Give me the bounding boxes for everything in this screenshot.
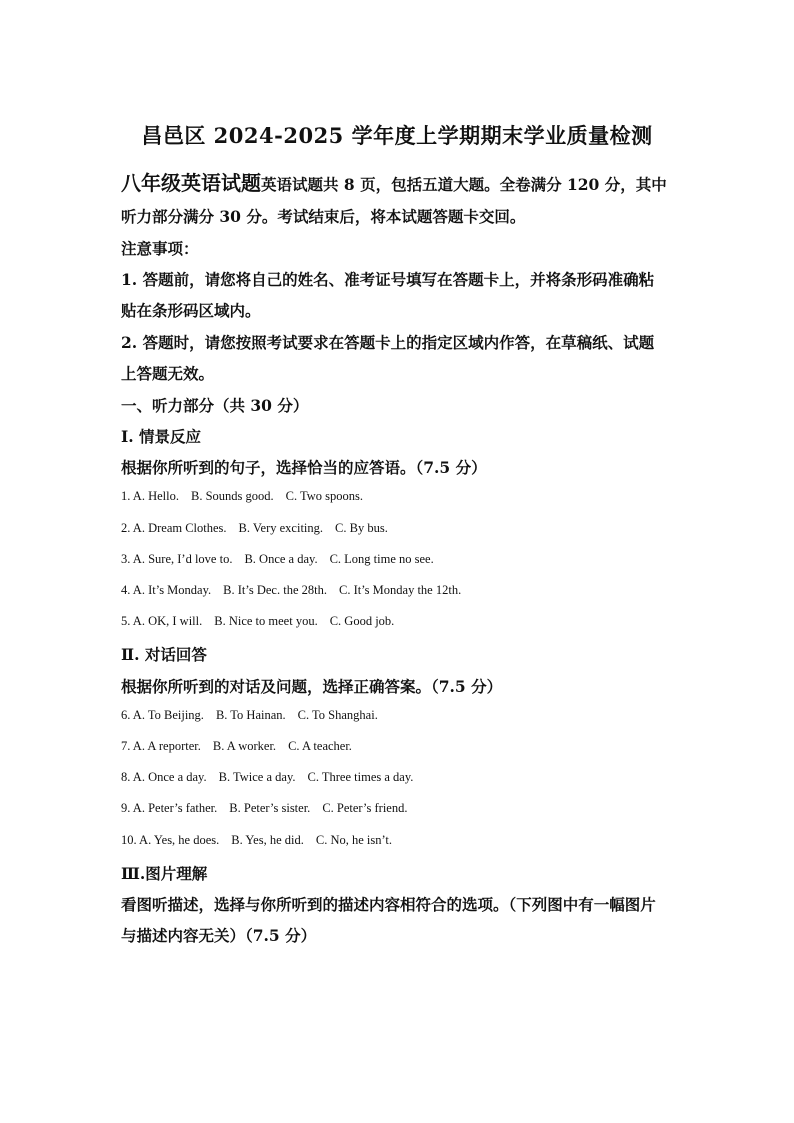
option-b: B. Once a day. [244, 552, 318, 566]
question-row [121, 489, 681, 504]
question-row [121, 801, 681, 816]
option-c: C. Two spoons. [285, 489, 364, 503]
section-3-instruction-line-1: 看图听描述，选择与你所听到的描述内容相符合的选项。（下列图中有一幅图片 [121, 895, 656, 914]
paper-subtitle: 八年级英语试题 [121, 171, 261, 195]
note-2-line-2: 上答题无效。 [121, 364, 215, 383]
option-c: C. Long time no see. [329, 552, 434, 566]
question-row [121, 614, 681, 629]
option-b: B. Twice a day. [218, 770, 296, 784]
option-b: B. A worker. [212, 739, 277, 753]
option-b: B. Sounds good. [190, 489, 274, 503]
question-row [121, 739, 681, 754]
option-c: C. Good job. [329, 614, 395, 628]
option-c: C. Peter’s friend. [322, 801, 408, 815]
option-b: B. It’s Dec. the 28th. [223, 583, 327, 597]
question-row [121, 583, 681, 598]
part-1-heading: 一、听力部分（共 30 分） [121, 396, 309, 415]
option-a: 10. A. Yes, he does. [121, 833, 220, 847]
question-row [121, 833, 681, 848]
option-c: C. By bus. [335, 521, 388, 535]
option-a: 8. A. Once a day. [121, 770, 207, 784]
notes-heading: 注意事项： [121, 239, 199, 258]
option-a: 7. A. A reporter. [121, 739, 201, 753]
option-a: 5. A. OK, I will. [121, 614, 203, 628]
option-b: B. Nice to meet you. [214, 614, 318, 628]
section-2-heading: Ⅱ. 对话回答 [121, 645, 207, 664]
option-a: 1. A. Hello. [121, 489, 179, 503]
note-1-line-1: 1. 答题前，请您将自己的姓名、准考证号填写在答题卡上，并将条形码准确粘 [121, 270, 655, 289]
section-1-heading: Ⅰ. 情景反应 [121, 427, 202, 446]
intro-text-2: 听力部分满分 30 分。考试结束后，将本试题答题卡交回。 [121, 207, 526, 226]
option-a: 9. A. Peter’s father. [121, 801, 218, 815]
section-2-instruction: 根据你所听到的对话及问题，选择正确答案。（7.5 分） [121, 677, 503, 696]
intro-line-1 [121, 167, 681, 196]
option-b: B. Very exciting. [238, 521, 324, 535]
question-row [121, 552, 681, 567]
question-row [121, 708, 681, 723]
option-c: C. A teacher. [288, 739, 352, 753]
option-b: B. Yes, he did. [231, 833, 304, 847]
option-c: C. Three times a day. [307, 770, 414, 784]
section-3-heading: Ⅲ.图片理解 [121, 864, 208, 883]
option-a: 4. A. It’s Monday. [121, 583, 212, 597]
option-c: C. No, he isn’t. [315, 833, 393, 847]
option-b: B. To Hainan. [215, 708, 286, 722]
option-a: 2. A. Dream Clothes. [121, 521, 227, 535]
intro-text-1: 英语试题共 8 页，包括五道大题。全卷满分 120 分，其中 [261, 175, 667, 194]
question-row [121, 770, 681, 785]
option-c: C. It’s Monday the 12th. [338, 583, 462, 597]
note-2-line-1: 2. 答题时，请您按照考试要求在答题卡上的指定区域内作答，在草稿纸、试题 [121, 333, 655, 352]
option-b: B. Peter’s sister. [229, 801, 311, 815]
section-1-instruction: 根据你所听到的句子，选择恰当的应答语。（7.5 分） [121, 458, 487, 477]
note-1-line-2: 贴在条形码区域内。 [121, 301, 261, 320]
page-title: 昌邑区 2024-2025 学年度上学期期末学业质量检测 [141, 123, 653, 148]
question-row [121, 521, 681, 536]
option-a: 6. A. To Beijing. [121, 708, 204, 722]
section-3-instruction-line-2: 与描述内容无关）（7.5 分） [121, 926, 317, 945]
option-a: 3. A. Sure, I’d love to. [121, 552, 233, 566]
option-c: C. To Shanghai. [297, 708, 378, 722]
